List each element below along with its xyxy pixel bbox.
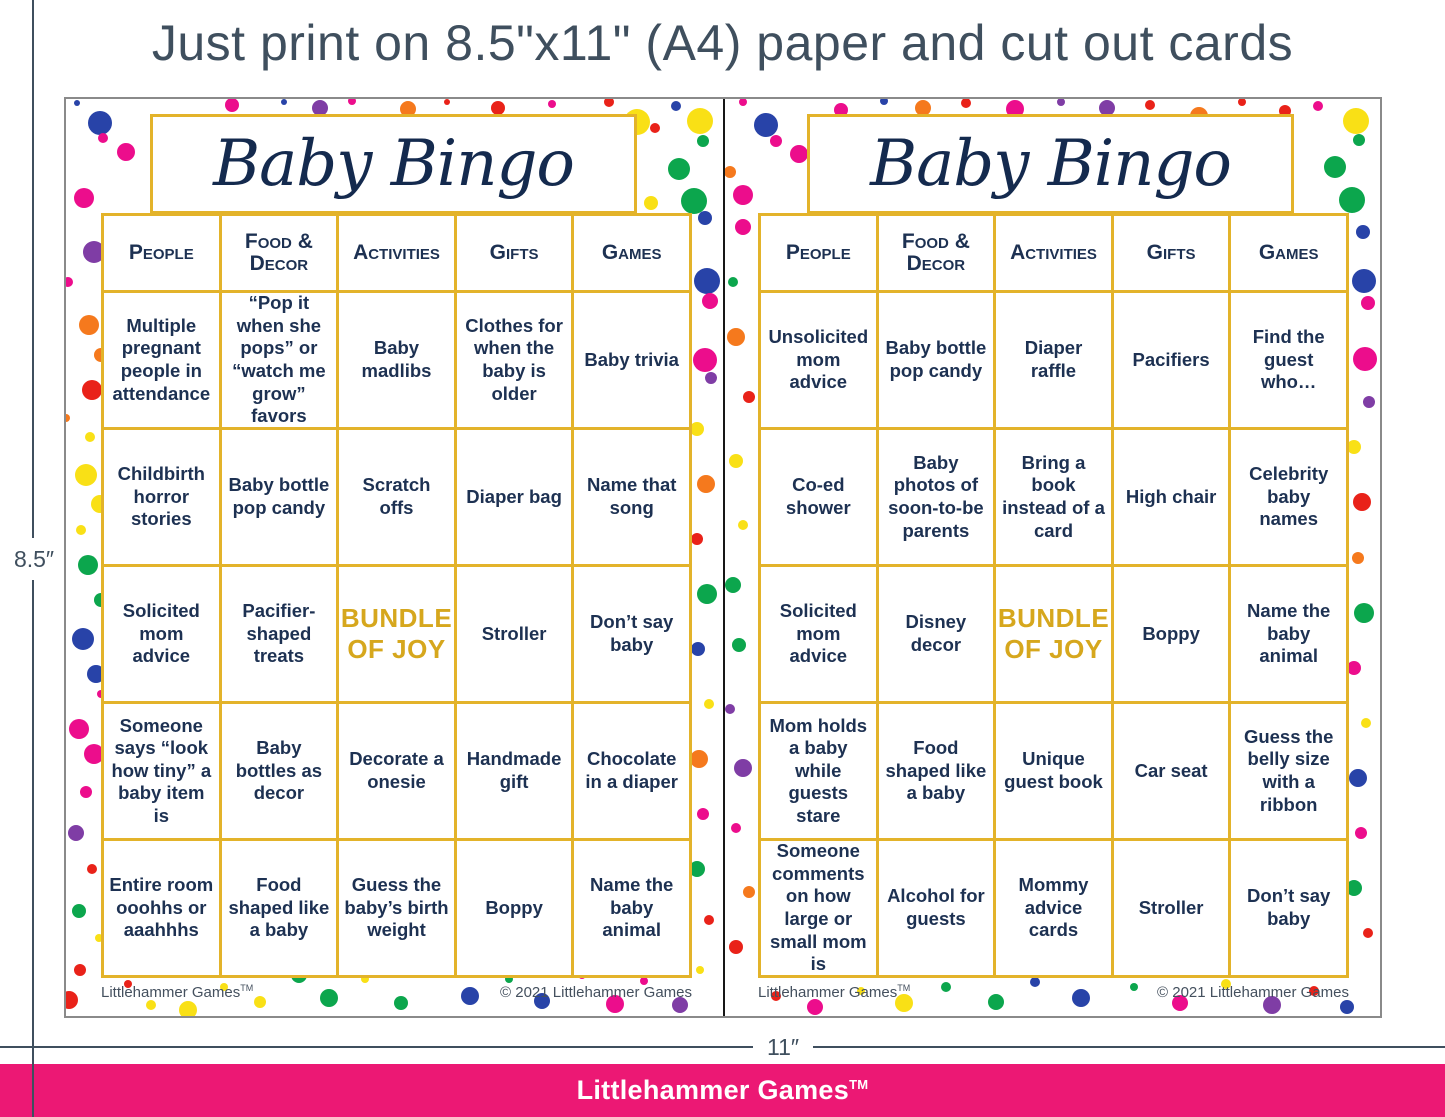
- polka-dot: [281, 99, 287, 105]
- bingo-cell: Celebrity baby names: [1231, 430, 1346, 564]
- polka-dot: [1352, 552, 1364, 564]
- bingo-cell: Car seat: [1114, 704, 1229, 838]
- polka-dot: [697, 808, 709, 820]
- bingo-cell: Baby bottle pop candy: [879, 293, 994, 427]
- polka-dot: [704, 699, 714, 709]
- free-space-cell: BUNDLE OF JOY: [996, 567, 1111, 701]
- bingo-cell: Baby photos of soon-to-be parents: [879, 430, 994, 564]
- polka-dot: [729, 454, 743, 468]
- bingo-cell: Name the baby animal: [574, 841, 689, 975]
- polka-dot: [644, 196, 658, 210]
- polka-dot: [729, 940, 743, 954]
- polka-dot: [690, 422, 704, 436]
- bingo-cell: Solicited mom advice: [104, 567, 219, 701]
- brand-footer-bar: [0, 1064, 1445, 1117]
- bingo-cell: Childbirth horror stories: [104, 430, 219, 564]
- column-header: Games: [574, 216, 689, 290]
- polka-dot: [650, 123, 660, 133]
- polka-dot: [72, 904, 86, 918]
- polka-dot: [961, 99, 971, 108]
- polka-dot: [348, 99, 356, 105]
- polka-dot: [1347, 661, 1361, 675]
- polka-dot: [770, 135, 782, 147]
- bingo-cell: Multiple pregnant people in attendance: [104, 293, 219, 427]
- polka-dot: [728, 277, 738, 287]
- bingo-cell: Baby bottle pop candy: [222, 430, 337, 564]
- column-header: People: [761, 216, 876, 290]
- brand-name: Littlehammer Games™: [576, 1075, 869, 1105]
- bingo-cell: Food shaped like a baby: [222, 841, 337, 975]
- bingo-cell: Someone comments on how large or small mom is: [761, 841, 876, 975]
- polka-dot: [444, 99, 450, 105]
- polka-dot: [705, 372, 717, 384]
- bingo-cell: Baby trivia: [574, 293, 689, 427]
- printable-page: [64, 97, 1382, 1018]
- polka-dot: [754, 113, 778, 137]
- polka-dot: [880, 99, 888, 105]
- card-brand-text: Littlehammer Games™: [101, 983, 254, 1001]
- polka-dot: [74, 188, 94, 208]
- card-brand-text: Littlehammer Games™: [758, 983, 911, 1001]
- bingo-cell: Mom holds a baby while guests stare: [761, 704, 876, 838]
- polka-dot: [1324, 156, 1346, 178]
- polka-dot: [790, 145, 808, 163]
- polka-dot: [79, 315, 99, 335]
- polka-dot: [1349, 769, 1367, 787]
- column-header: Activities: [996, 216, 1111, 290]
- polka-dot: [548, 100, 556, 108]
- bingo-cell: Disney decor: [879, 567, 994, 701]
- bingo-cell: Diaper bag: [457, 430, 572, 564]
- polka-dot: [68, 825, 84, 841]
- bingo-cell: Handmade gift: [457, 704, 572, 838]
- polka-dot: [727, 328, 745, 346]
- polka-dot: [696, 966, 704, 974]
- polka-dot: [1145, 100, 1155, 110]
- polka-dot: [668, 158, 690, 180]
- polka-dot: [1363, 396, 1375, 408]
- polka-dot: [604, 99, 614, 107]
- bingo-cell: Pacifier-shaped treats: [222, 567, 337, 701]
- trademark-symbol: TM: [897, 983, 911, 993]
- bingo-cell: Don’t say baby: [1231, 841, 1346, 975]
- polka-dot: [1354, 603, 1374, 623]
- bingo-cell: Diaper raffle: [996, 293, 1111, 427]
- polka-dot: [66, 414, 70, 422]
- bingo-cell: Unsolicited mom advice: [761, 293, 876, 427]
- bingo-cell: Bring a book instead of a card: [996, 430, 1111, 564]
- polka-dot: [697, 584, 717, 604]
- polka-dot: [743, 391, 755, 403]
- bingo-cell: Boppy: [1114, 567, 1229, 701]
- polka-dot: [85, 432, 95, 442]
- card-title-box: [150, 114, 637, 214]
- bingo-cell: Stroller: [457, 567, 572, 701]
- polka-dot: [72, 628, 94, 650]
- polka-dot: [698, 211, 712, 225]
- bingo-cell: Boppy: [457, 841, 572, 975]
- bingo-cell: Baby madlibs: [339, 293, 454, 427]
- bingo-cell: Guess the belly size with a ribbon: [1231, 704, 1346, 838]
- column-header: Food & Decor: [222, 216, 337, 290]
- bingo-cell: “Pop it when she pops” or “watch me grow” favors: [222, 293, 337, 427]
- polka-dot: [75, 464, 97, 486]
- bingo-cell: Alcohol for guests: [879, 841, 994, 975]
- polka-dot: [98, 133, 108, 143]
- polka-dot: [1353, 493, 1371, 511]
- polka-dot: [1353, 134, 1365, 146]
- height-dimension-label: 8.5″: [8, 538, 60, 580]
- polka-dot: [733, 185, 753, 205]
- bingo-cell: Baby bottles as decor: [222, 704, 337, 838]
- width-dimension-line: [0, 1046, 1445, 1048]
- polka-dot: [702, 293, 718, 309]
- bingo-cell: Chocolate in a diaper: [574, 704, 689, 838]
- bingo-cell: Clothes for when the baby is older: [457, 293, 572, 427]
- polka-dot: [734, 759, 752, 777]
- card-footer: [758, 983, 1349, 1001]
- bingo-cell: Stroller: [1114, 841, 1229, 975]
- cut-line: [723, 99, 725, 1016]
- polka-dot: [691, 642, 705, 656]
- card-title: Baby Bingo: [213, 127, 574, 201]
- bingo-cell: Pacifiers: [1114, 293, 1229, 427]
- bingo-cell: Unique guest book: [996, 704, 1111, 838]
- polka-dot: [1339, 187, 1365, 213]
- polka-dot: [87, 864, 97, 874]
- polka-dot: [1347, 440, 1361, 454]
- polka-dot: [1343, 108, 1369, 134]
- width-dimension-label: 11″: [753, 1030, 813, 1064]
- polka-dot: [1361, 296, 1375, 310]
- bingo-cell: Guess the baby’s birth weight: [339, 841, 454, 975]
- column-header: Activities: [339, 216, 454, 290]
- column-header: Gifts: [1114, 216, 1229, 290]
- column-header: People: [104, 216, 219, 290]
- polka-dot: [76, 525, 86, 535]
- polka-dot: [697, 135, 709, 147]
- column-header: Food & Decor: [879, 216, 994, 290]
- polka-dot: [66, 277, 73, 287]
- polka-dot: [694, 268, 720, 294]
- card-copyright-text: © 2021 Littlehammer Games: [1157, 984, 1349, 1001]
- polka-dot: [74, 100, 80, 106]
- card-title-box: [807, 114, 1294, 214]
- polka-dot: [1340, 1000, 1354, 1014]
- polka-dot: [1238, 99, 1246, 106]
- polka-dot: [117, 143, 135, 161]
- card-title: Baby Bingo: [870, 127, 1231, 201]
- polka-dot: [80, 786, 92, 798]
- bingo-cell: Entire room ooohhs or aaahhhs: [104, 841, 219, 975]
- bingo-cell: Name that song: [574, 430, 689, 564]
- bingo-cell: Co-ed shower: [761, 430, 876, 564]
- bingo-grid: [101, 213, 692, 978]
- polka-dot: [735, 219, 751, 235]
- polka-dot: [704, 915, 714, 925]
- card-copyright-text: © 2021 Littlehammer Games: [500, 984, 692, 1001]
- bingo-cell: Decorate a onesie: [339, 704, 454, 838]
- polka-dot: [146, 1000, 156, 1010]
- polka-dot: [82, 380, 102, 400]
- bingo-cell: Scratch offs: [339, 430, 454, 564]
- bingo-cell: Someone says “look how tiny” a baby item is: [104, 704, 219, 838]
- polka-dot: [807, 999, 823, 1015]
- polka-dot: [1356, 225, 1370, 239]
- trademark-symbol: TM: [849, 1077, 869, 1092]
- bingo-cell: Don’t say baby: [574, 567, 689, 701]
- polka-dot: [691, 533, 703, 545]
- polka-dot: [1313, 101, 1323, 111]
- polka-dot: [1355, 827, 1367, 839]
- polka-dot: [1352, 269, 1376, 293]
- bingo-grid: [758, 213, 1349, 978]
- polka-dot: [88, 111, 112, 135]
- polka-dot: [724, 166, 736, 178]
- print-instruction-heading: Just print on 8.5"x11" (A4) paper and cut out cards: [151, 15, 1294, 71]
- bingo-cell: Solicited mom advice: [761, 567, 876, 701]
- polka-dot: [690, 750, 708, 768]
- polka-dot: [732, 638, 746, 652]
- polka-dot: [671, 101, 681, 111]
- polka-dot: [66, 991, 78, 1009]
- trademark-symbol: TM: [240, 983, 254, 993]
- polka-dot: [697, 475, 715, 493]
- bingo-cell: Name the baby animal: [1231, 567, 1346, 701]
- free-space-cell: BUNDLE OF JOY: [339, 567, 454, 701]
- bingo-cell: Food shaped like a baby: [879, 704, 994, 838]
- polka-dot: [731, 823, 741, 833]
- bingo-card-left: [66, 99, 723, 1016]
- polka-dot: [1057, 99, 1065, 106]
- polka-dot: [687, 108, 713, 134]
- bingo-card-right: [723, 99, 1380, 1016]
- polka-dot: [179, 1001, 197, 1016]
- column-header: Gifts: [457, 216, 572, 290]
- polka-dot: [739, 99, 747, 106]
- polka-dot: [738, 520, 748, 530]
- polka-dot: [78, 555, 98, 575]
- polka-dot: [74, 964, 86, 976]
- polka-dot: [725, 577, 741, 593]
- polka-dot: [1353, 347, 1377, 371]
- polka-dot: [693, 348, 717, 372]
- polka-dot: [1361, 718, 1371, 728]
- polka-dot: [69, 719, 89, 739]
- column-header: Games: [1231, 216, 1346, 290]
- polka-dot: [681, 188, 707, 214]
- bingo-cell: Find the guest who…: [1231, 293, 1346, 427]
- bingo-cell: Mommy advice cards: [996, 841, 1111, 975]
- polka-dot: [1363, 928, 1373, 938]
- polka-dot: [725, 704, 735, 714]
- bingo-cell: High chair: [1114, 430, 1229, 564]
- polka-dot: [225, 99, 239, 112]
- polka-dot: [743, 886, 755, 898]
- card-footer: [101, 983, 692, 1001]
